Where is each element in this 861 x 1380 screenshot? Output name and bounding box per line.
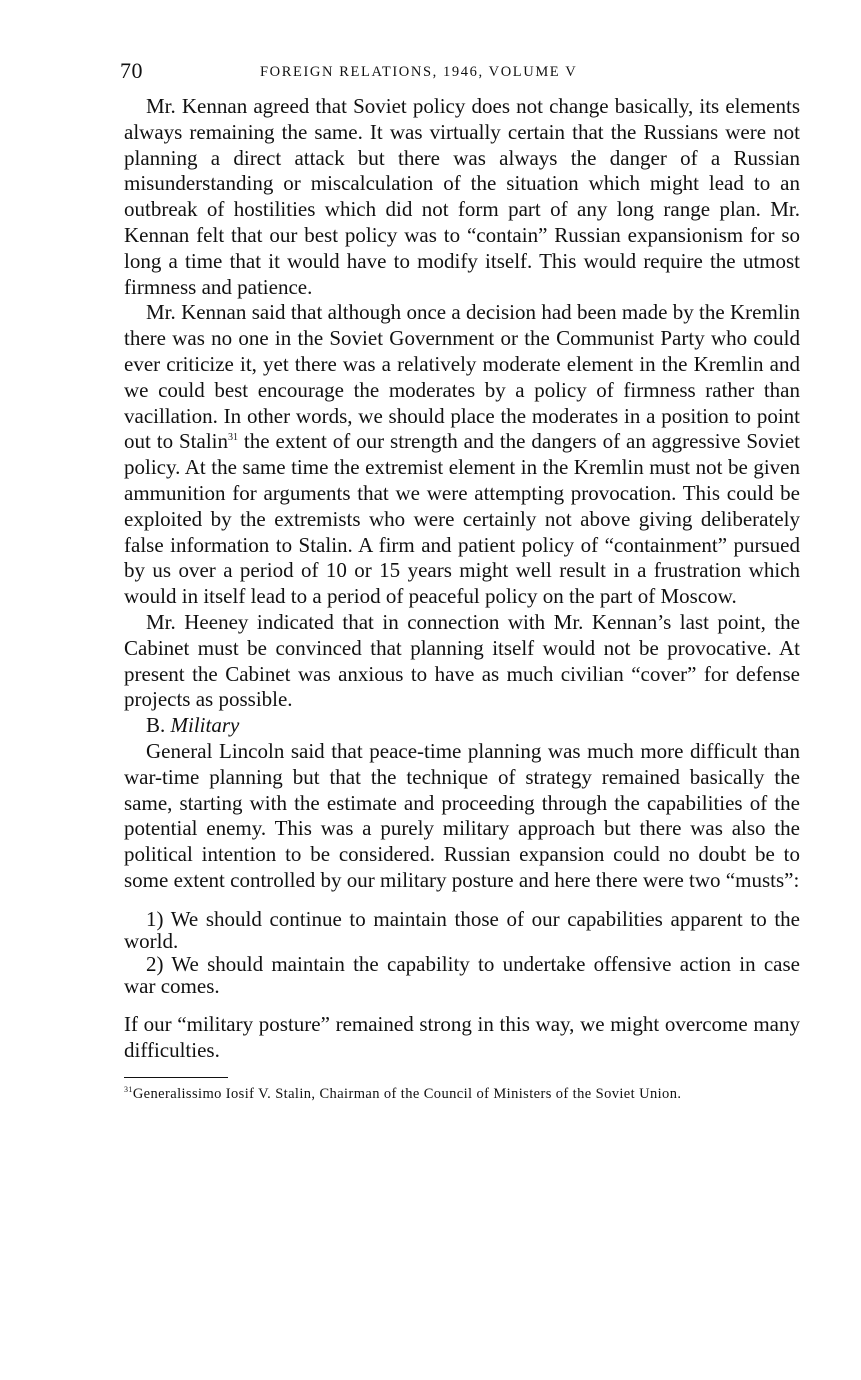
document-page <box>120 58 800 1103</box>
section-letter: B. <box>146 713 171 738</box>
page-number: 70 <box>120 58 143 83</box>
footnote-divider <box>124 1077 228 1078</box>
musts-list <box>124 908 800 998</box>
section-heading-military <box>124 713 800 739</box>
paragraph-kennan-moderates <box>124 300 800 610</box>
closing-paragraph-block <box>124 1012 800 1064</box>
footnote <box>124 1086 800 1103</box>
section-title: Military <box>170 713 240 738</box>
running-title: FOREIGN RELATIONS, 1946, VOLUME V <box>260 64 578 80</box>
paragraph-kennan-moderates-part2: the extent of our strength and the dangers of an aggressive Soviet policy. At the same time the extremist element in the Kremlin must not be given ammunition for arguments that we were attempting provocation. This could be exploited by the extremists who were certainly not above giving deliberately false information to Stalin. A firm and patient policy of “containment” pursued by us over a period of 10 or 15 years might well result in a frustration which would in itself lead to a period of peaceful policy on the part of Moscow. <box>124 429 800 609</box>
page-header <box>120 58 800 88</box>
paragraph-kennan-soviet-policy: Mr. Kennan agreed that Soviet policy does not change basically, its elements always remaining the same. It was virtually certain that the Russians were not planning a direct attack but there was always the danger of a Russian misunderstanding or miscalculation of the situation which might lead to an outbreak of hostilities which did not form part of any long range plan. Mr. Kennan felt that our best policy was to “contain” Russian expansionism for so long a time that it would have to modify itself. This would require the utmost firmness and patience. <box>124 94 800 299</box>
list-item: 1) We should continue to maintain those of our capabilities apparent to the world. <box>124 906 800 954</box>
paragraph-kennan-moderates-part1: Mr. Kennan said that although once a decision had been made by the Kremlin there was no one in the Soviet Government or the Communist Party who could ever criticize it, yet there was a relatively moderate element in the Kremlin and we could best encourage the moderates by a policy of firmness rather than vacillation. In other words, we should place the moderates in a position to point out to Stalin <box>124 300 800 454</box>
footnote-text: Generalissimo Iosif V. Stalin, Chairman of the Council of Ministers of the Soviet Union. <box>132 1086 682 1103</box>
footnote-text-line <box>124 1086 800 1103</box>
body-text <box>124 94 800 894</box>
footnote-reference: 31 <box>228 432 239 444</box>
list-item: 2) We should maintain the capability to undertake offensive action in case war comes. <box>124 951 800 999</box>
closing-paragraph: If our “military posture” remained strong in this way, we might overcome many difficulties. <box>124 1011 800 1062</box>
paragraph-lincoln: General Lincoln said that peace-time planning was much more difficult than war-time planning but that the technique of strategy remained basically the same, starting with the estimate and proceeding through the capabilities of the potential enemy. This was a purely military approach but there was also the political intention to be considered. Russian expansion could no doubt be to some extent controlled by our military posture and here there were two “musts”: <box>124 738 800 892</box>
paragraph-heeney: Mr. Heeney indicated that in connection with Mr. Kennan’s last point, the Cabinet must be convinced that planning itself would not be provocative. At present the Cabinet was anxious to have as much civilian “cover” for defense projects as possible. <box>124 609 800 712</box>
footnote-number: 31 <box>124 1085 133 1095</box>
